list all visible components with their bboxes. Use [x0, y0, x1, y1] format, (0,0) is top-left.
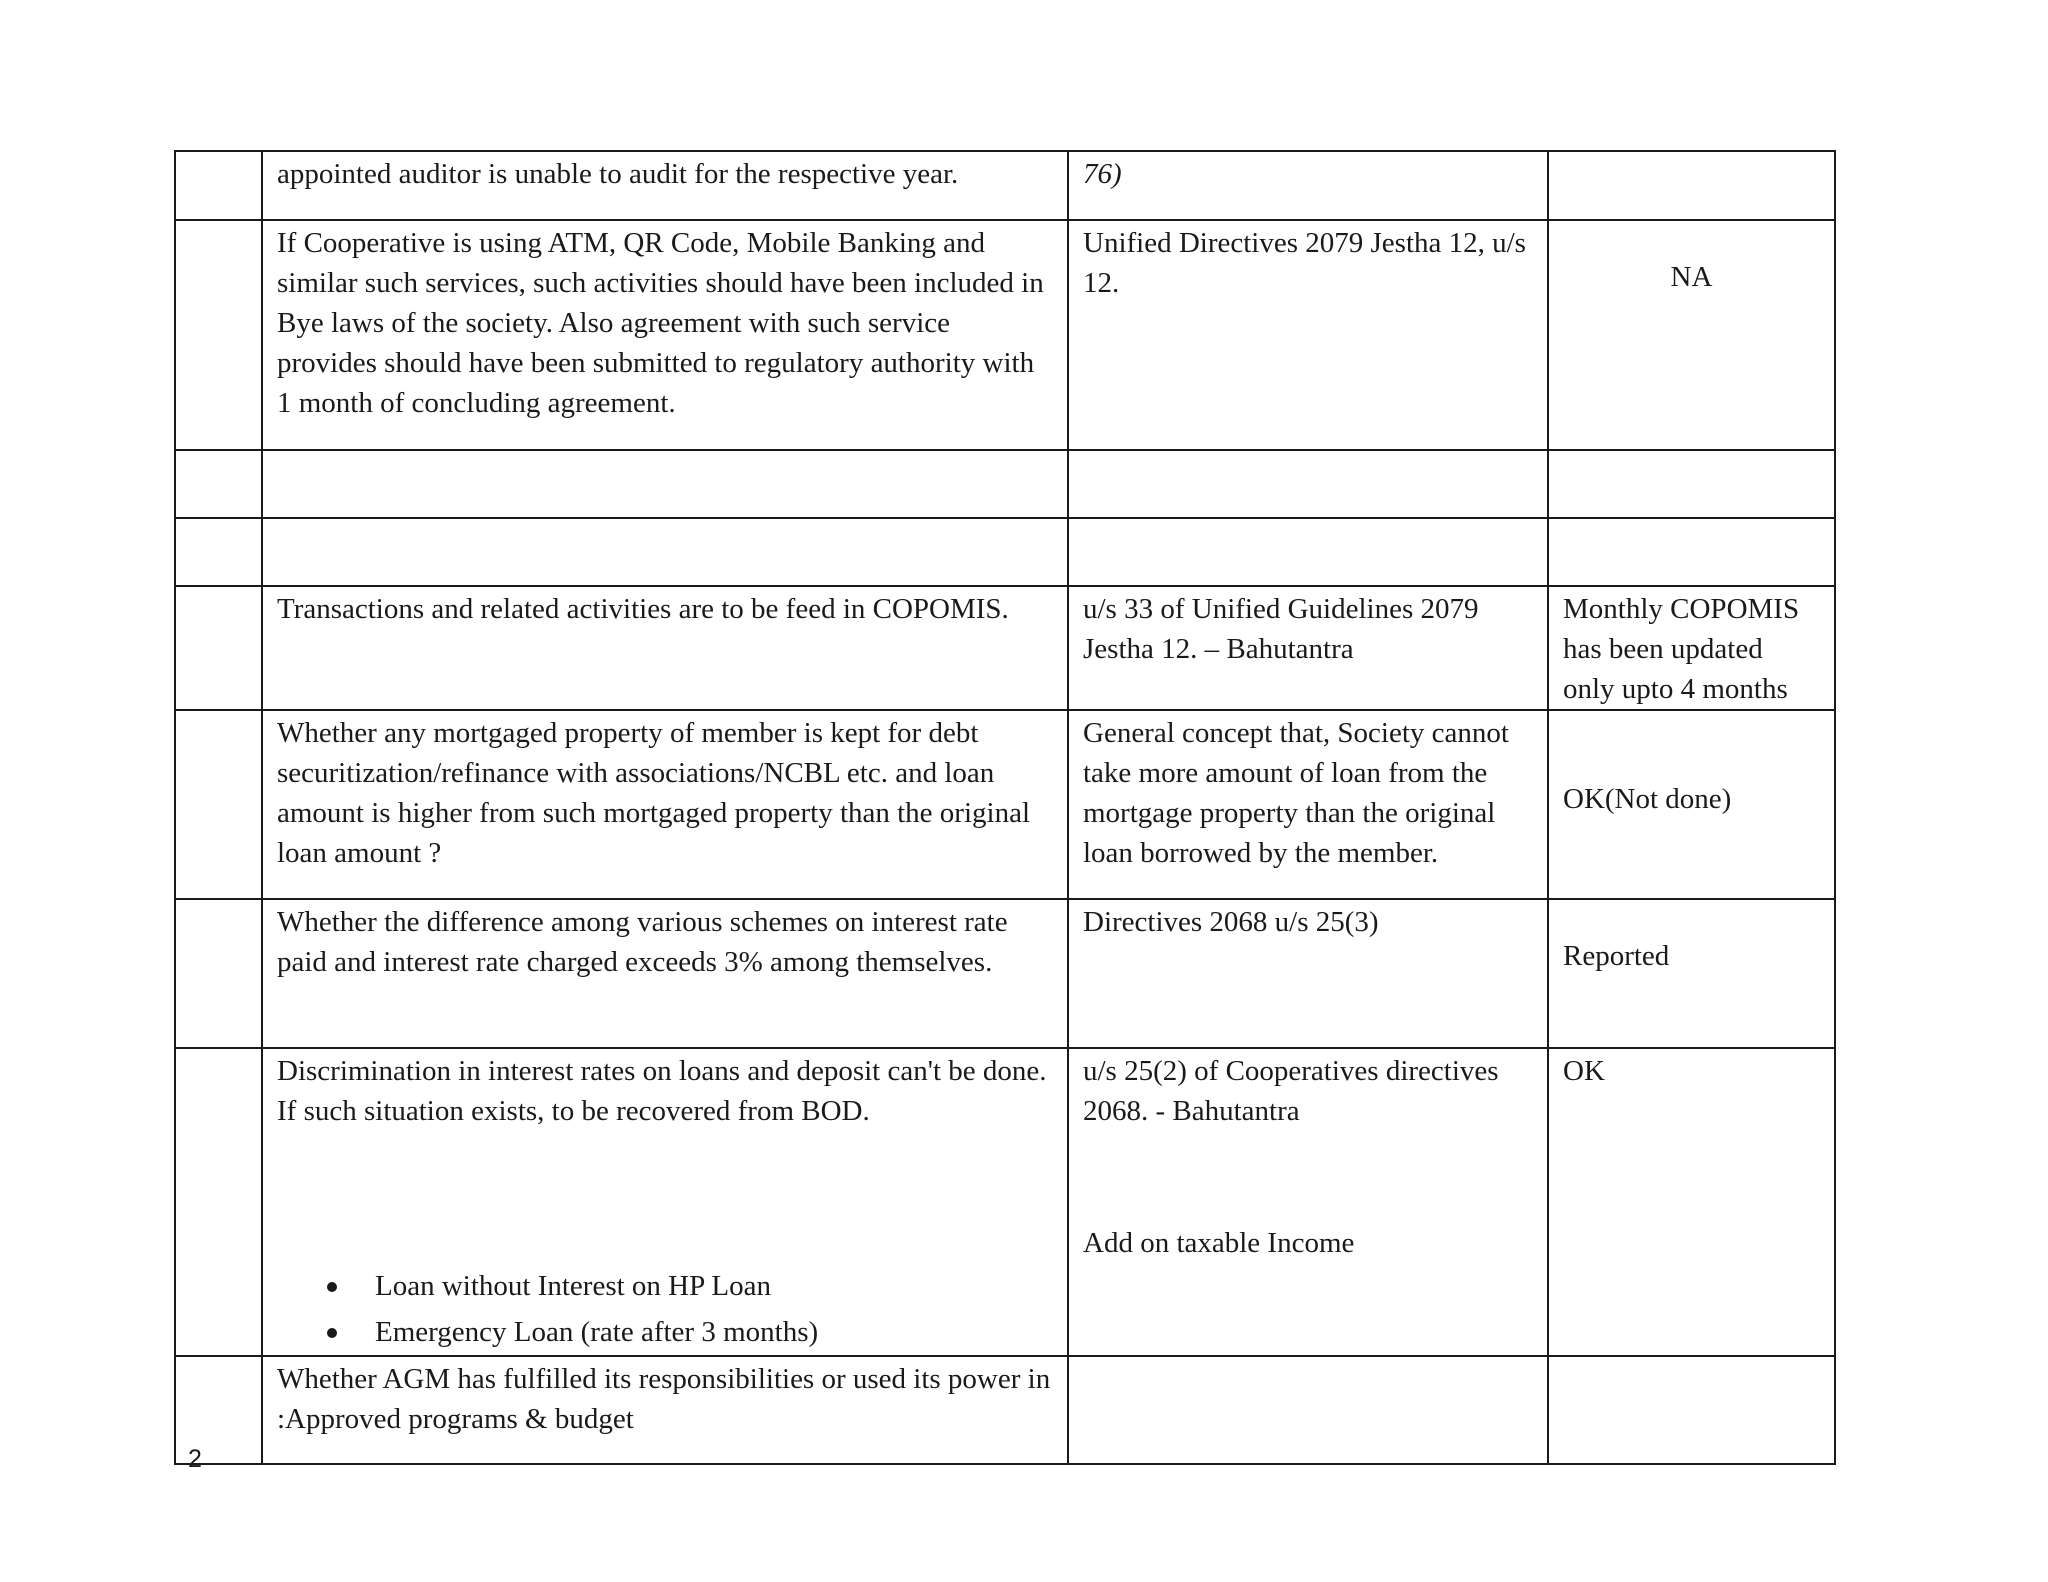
- serial-cell: [175, 151, 262, 220]
- reference-cell: u/s 33 of Unified Guidelines 2079 Jestha 12. – Bahutantra: [1068, 586, 1548, 710]
- observation-cell: [1548, 518, 1835, 586]
- table-row: [175, 518, 1835, 586]
- observation-cell: [1548, 1356, 1835, 1464]
- reference-text: u/s 25(2) of Cooperatives directives 2068. - Bahutantra: [1083, 1055, 1499, 1127]
- audit-checklist-table: [174, 150, 1836, 1465]
- observation-cell: OK: [1548, 1048, 1835, 1356]
- serial-cell: [175, 586, 262, 710]
- requirement-cell: Whether any mortgaged property of member is kept for debt securitization/refinance with associations/NCBL etc. and loan amount is higher from such mortgaged property than the original loan amount ?: [262, 710, 1068, 899]
- bullet-icon: [327, 1282, 337, 1292]
- table-row: [175, 151, 1835, 220]
- observation-cell: Monthly COPOMIS has been updated only upto 4 months: [1548, 586, 1835, 710]
- serial-cell: [175, 1048, 262, 1356]
- serial-cell: [175, 450, 262, 518]
- serial-cell: [175, 899, 262, 1048]
- table-row: [175, 1356, 1835, 1464]
- reference-cell: 76): [1068, 151, 1548, 220]
- table-row: [175, 220, 1835, 450]
- list-item: Emergency Loan (rate after 3 months): [327, 1309, 1053, 1355]
- observation-cell: OK(Not done): [1548, 710, 1835, 899]
- reference-cell: [1068, 1356, 1548, 1464]
- requirement-cell: [262, 450, 1068, 518]
- reference-cell: Directives 2068 u/s 25(3): [1068, 899, 1548, 1048]
- page-number: 2: [188, 1445, 202, 1473]
- reference-cell: [1068, 450, 1548, 518]
- requirement-text: Discrimination in interest rates on loans and deposit can't be done. If such situation exists, to be recovered from BOD.: [277, 1055, 1047, 1127]
- observation-cell: NA: [1548, 220, 1835, 450]
- requirement-cell: [262, 518, 1068, 586]
- serial-cell: [175, 220, 262, 450]
- requirement-cell: [262, 1048, 1068, 1356]
- reference-cell: General concept that, Society cannot take more amount of loan from the mortgage property than the original loan borrowed by the member.: [1068, 710, 1548, 899]
- bullet-list: [277, 1263, 1053, 1355]
- requirement-cell: If Cooperative is using ATM, QR Code, Mobile Banking and similar such services, such activities should have been included in Bye laws of the society. Also agreement with such service provides should have been submitted to regulatory authority with 1 month of concluding agreement.: [262, 220, 1068, 450]
- observation-cell: [1548, 450, 1835, 518]
- serial-cell: [175, 518, 262, 586]
- table-row: [175, 450, 1835, 518]
- serial-cell: [175, 710, 262, 899]
- table-row: [175, 710, 1835, 899]
- requirement-cell: Whether AGM has fulfilled its responsibilities or used its power in :Approved programs & budget: [262, 1356, 1068, 1464]
- table-row: [175, 899, 1835, 1048]
- observation-cell: Reported: [1548, 899, 1835, 1048]
- table-row: [175, 586, 1835, 710]
- list-item: Loan without Interest on HP Loan: [327, 1263, 1053, 1309]
- reference-cell: [1068, 518, 1548, 586]
- reference-note: Add on taxable Income: [1083, 1227, 1355, 1259]
- requirement-cell: Whether the difference among various schemes on interest rate paid and interest rate charged exceeds 3% among themselves.: [262, 899, 1068, 1048]
- reference-cell: [1068, 1048, 1548, 1356]
- reference-cell: Unified Directives 2079 Jestha 12, u/s 12.: [1068, 220, 1548, 450]
- bullet-icon: [327, 1328, 337, 1338]
- table-row: [175, 1048, 1835, 1356]
- requirement-cell: appointed auditor is unable to audit for the respective year.: [262, 151, 1068, 220]
- requirement-cell: Transactions and related activities are to be feed in COPOMIS.: [262, 586, 1068, 710]
- observation-cell: [1548, 151, 1835, 220]
